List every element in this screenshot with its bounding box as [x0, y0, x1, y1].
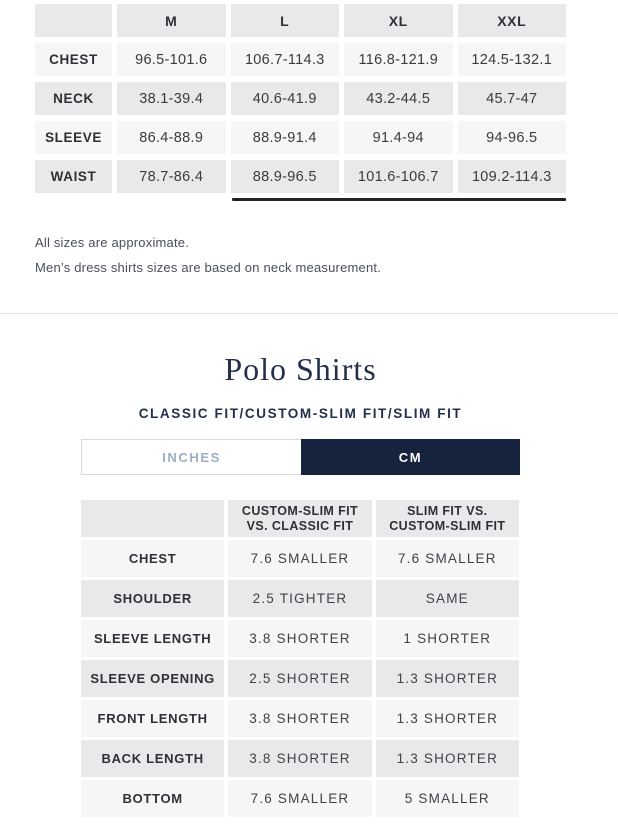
fit-value-cell: SAME	[376, 580, 519, 617]
dress-shirt-size-table	[35, 4, 566, 193]
toggle-cm-button[interactable]: CM	[301, 439, 520, 475]
fit-value-cell: 7.6 SMALLER	[228, 780, 371, 817]
fit-value-cell: 1 SHORTER	[376, 620, 519, 657]
fit-table-col-header-slim	[376, 500, 519, 537]
size-value-cell: 109.2-114.3	[458, 160, 567, 193]
fit-value-cell: 1.3 SHORTER	[376, 660, 519, 697]
toggle-inches-button[interactable]: INCHES	[81, 439, 301, 475]
size-value-cell: 101.6-106.7	[344, 160, 453, 193]
size-notes	[35, 233, 381, 283]
size-table-col-header-m: M	[117, 4, 226, 37]
size-value-cell: 40.6-41.9	[231, 82, 340, 115]
size-table-col-header-xl: XL	[344, 4, 453, 37]
size-value-cell: 94-96.5	[458, 121, 567, 154]
size-table-row-label-waist: WAIST	[35, 160, 112, 193]
fit-value-cell: 2.5 SHORTER	[228, 660, 371, 697]
size-value-cell: 88.9-91.4	[231, 121, 340, 154]
size-table-col-header-xxl: XXL	[458, 4, 567, 37]
col-header-line: CUSTOM-SLIM FIT	[389, 518, 506, 533]
fit-value-cell: 2.5 TIGHTER	[228, 580, 371, 617]
table-horizontal-scrollbar[interactable]	[232, 198, 566, 201]
col-header-line: CUSTOM-SLIM FIT	[241, 503, 359, 518]
fit-value-cell: 3.8 SHORTER	[228, 700, 371, 737]
fit-row-label-sleeve-opening: SLEEVE OPENING	[81, 660, 224, 697]
note-neck-measurement: Men’s dress shirts sizes are based on neck measurement.	[35, 260, 382, 275]
size-value-cell: 86.4-88.9	[117, 121, 226, 154]
size-table-data	[117, 4, 566, 193]
fit-table-corner-cell	[81, 500, 224, 537]
fit-value-cell: 7.6 SMALLER	[376, 540, 519, 577]
fit-comparison-table	[81, 500, 519, 817]
size-table-row-labels	[35, 4, 112, 193]
size-table-row-label-sleeve: SLEEVE	[35, 121, 112, 154]
col-header-line: SLIM FIT VS.	[407, 503, 488, 518]
size-value-cell: 96.5-101.6	[117, 43, 226, 76]
size-value-cell: 91.4-94	[344, 121, 453, 154]
fit-value-cell: 1.3 SHORTER	[376, 740, 519, 777]
size-table-col-header-l: L	[231, 4, 340, 37]
fit-row-label-sleeve-length: SLEEVE LENGTH	[81, 620, 224, 657]
size-value-cell: 88.9-96.5	[231, 160, 340, 193]
size-table-corner-cell	[35, 4, 112, 37]
fit-row-label-front-length: FRONT LENGTH	[81, 700, 224, 737]
fit-row-label-shoulder: SHOULDER	[81, 580, 224, 617]
fit-subtitle: CLASSIC FIT/CUSTOM-SLIM FIT/SLIM FIT	[138, 406, 463, 421]
size-value-cell: 45.7-47	[458, 82, 567, 115]
size-value-cell: 78.7-86.4	[117, 160, 226, 193]
fit-value-cell: 7.6 SMALLER	[228, 540, 371, 577]
fit-row-label-bottom: BOTTOM	[81, 780, 224, 817]
fit-table-col-header-custom-slim	[228, 500, 371, 537]
size-table-row-label-chest: CHEST	[35, 43, 112, 76]
fit-value-cell: 5 SMALLER	[376, 780, 519, 817]
col-header-line: VS. CLASSIC FIT	[246, 518, 354, 533]
size-value-cell: 43.2-44.5	[344, 82, 453, 115]
size-table-row-label-neck: NECK	[35, 82, 112, 115]
fit-row-label-chest: CHEST	[81, 540, 224, 577]
fit-value-cell: 3.8 SHORTER	[228, 620, 371, 657]
size-value-cell: 116.8-121.9	[344, 43, 453, 76]
fit-value-cell: 3.8 SHORTER	[228, 740, 371, 777]
page-title: Polo Shirts	[224, 351, 377, 387]
fit-row-label-back-length: BACK LENGTH	[81, 740, 224, 777]
note-approximate: All sizes are approximate.	[35, 235, 190, 250]
fit-value-cell: 1.3 SHORTER	[376, 700, 519, 737]
size-value-cell: 106.7-114.3	[231, 43, 340, 76]
unit-toggle	[81, 439, 520, 475]
size-value-cell: 124.5-132.1	[458, 43, 567, 76]
size-value-cell: 38.1-39.4	[117, 82, 226, 115]
section-divider	[0, 313, 618, 314]
